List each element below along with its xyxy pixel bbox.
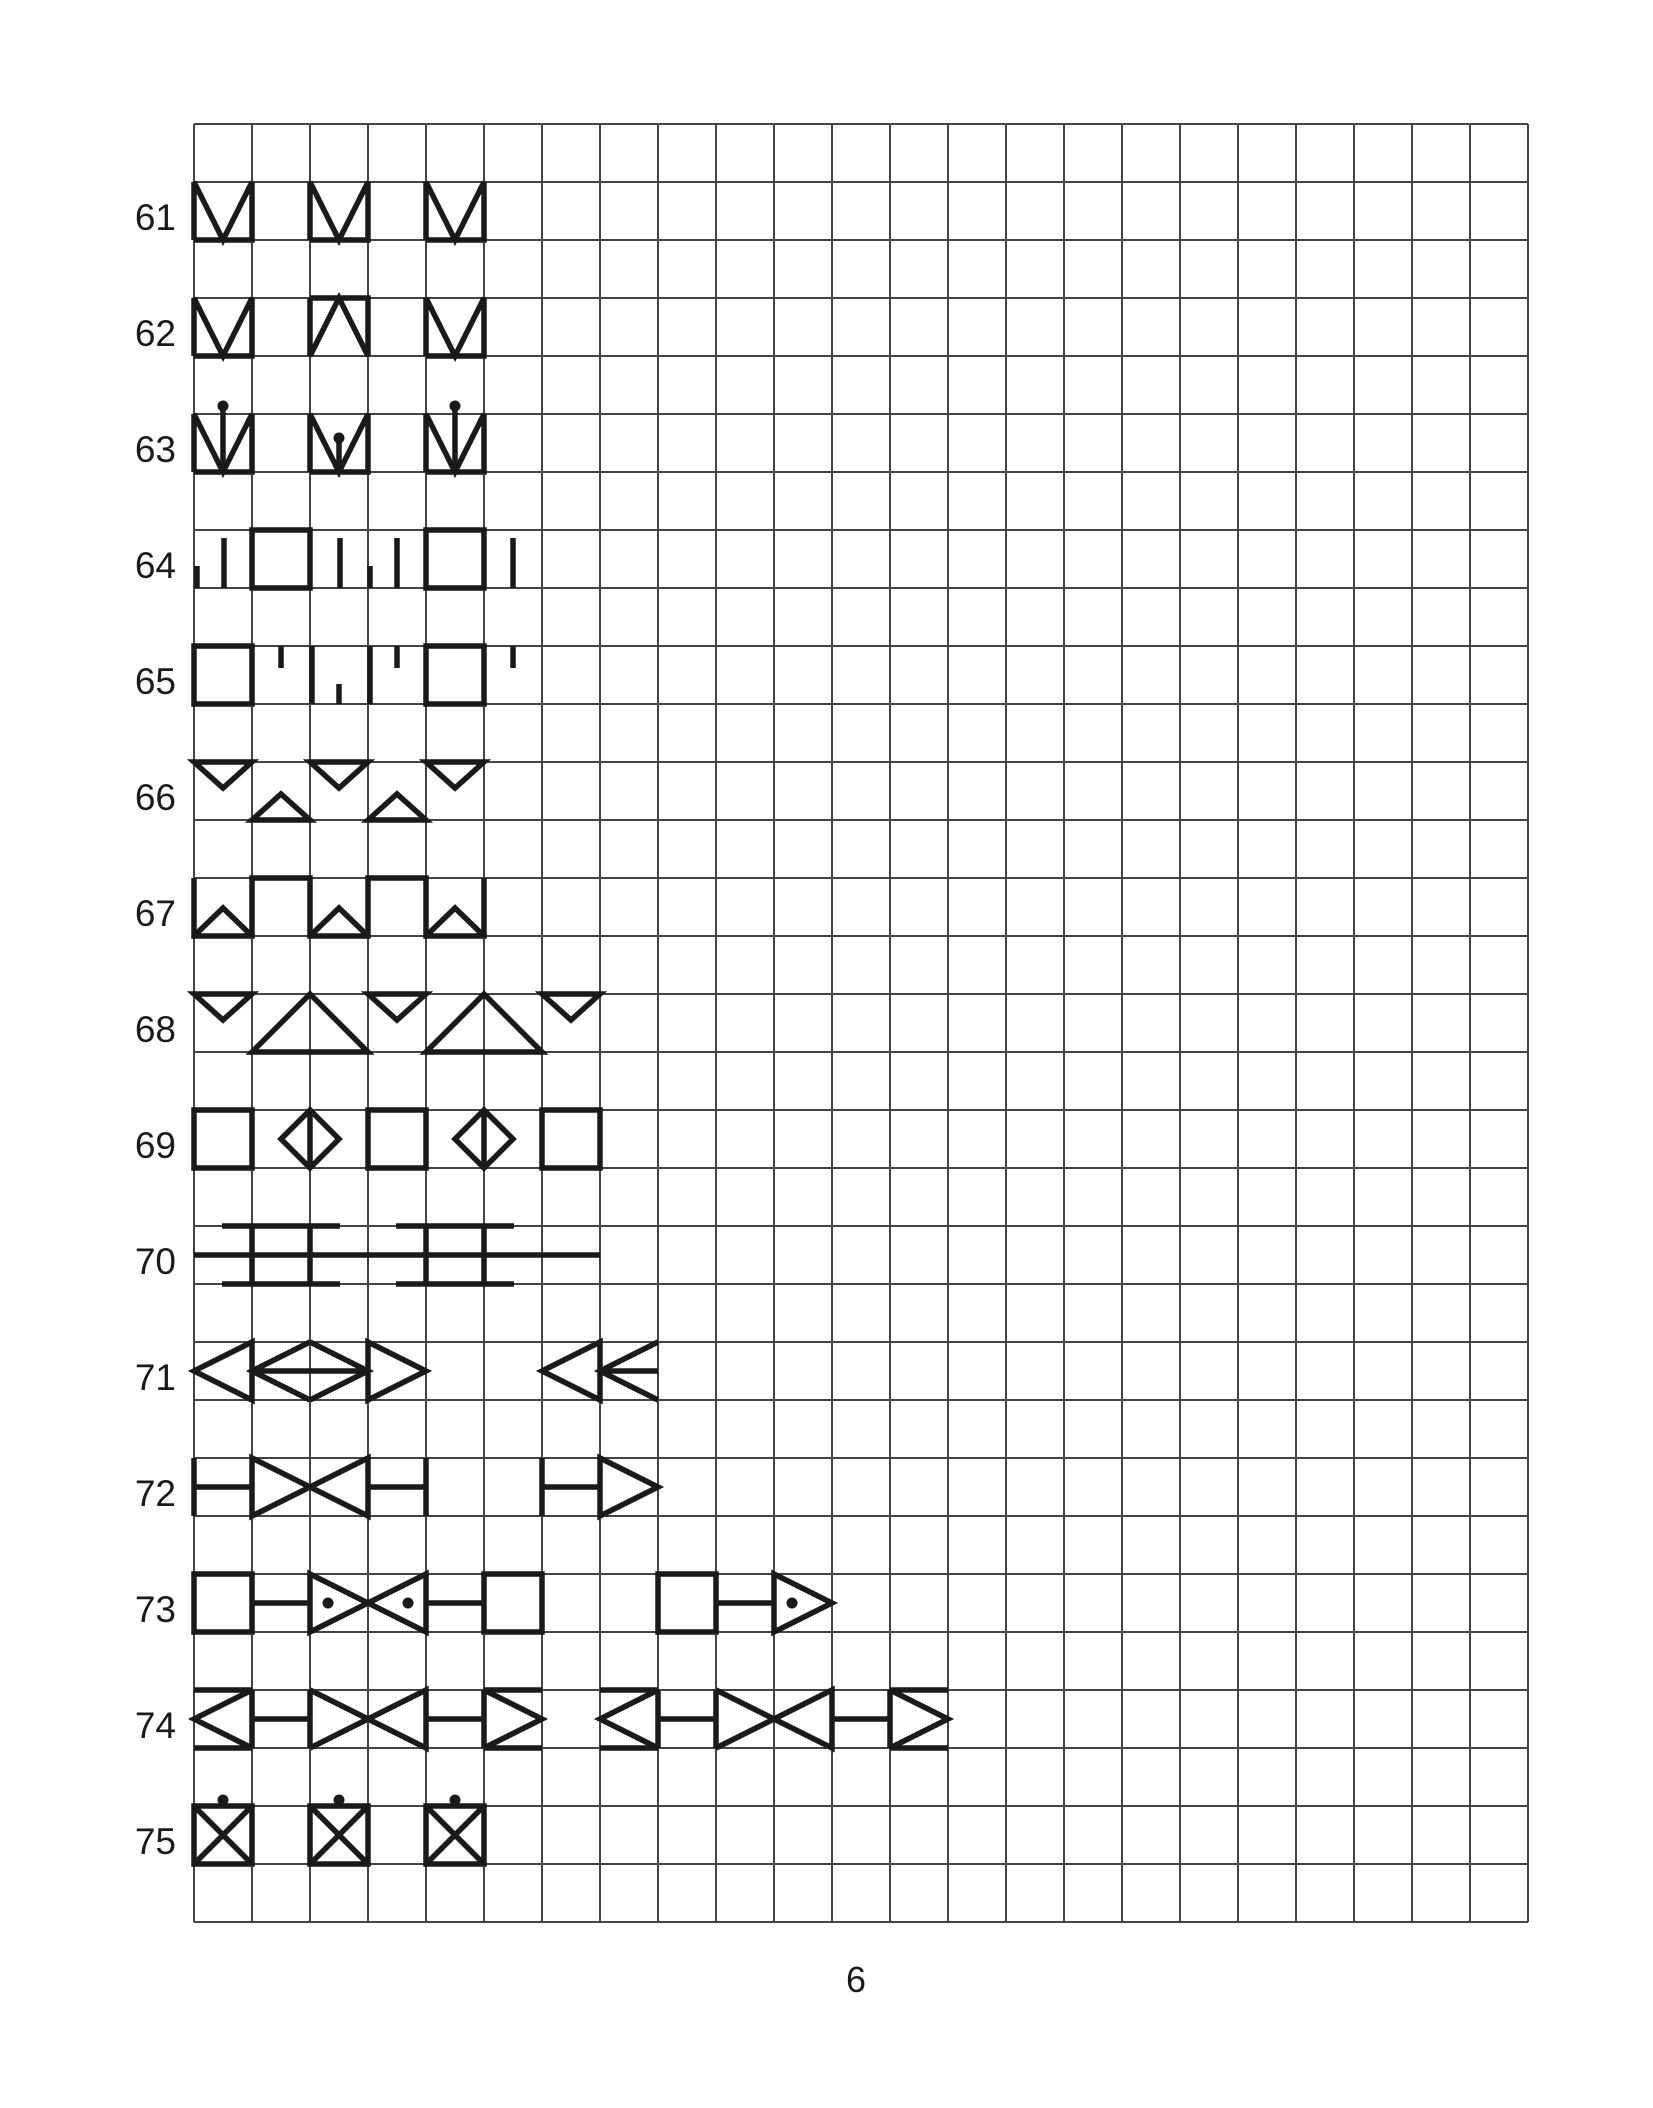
pattern-row-63	[194, 401, 484, 473]
row-label-74: 74	[134, 1705, 176, 1746]
patterns	[194, 182, 948, 1864]
pattern-row-75	[194, 1795, 484, 1865]
triangle-up	[252, 794, 310, 820]
m-shape	[194, 182, 252, 240]
row-label-62: 62	[134, 313, 176, 354]
triangle-left	[310, 1458, 368, 1516]
dot	[323, 1598, 334, 1609]
pattern-row-74	[194, 1690, 948, 1748]
triangle-right	[310, 1574, 368, 1632]
pattern-row-69	[194, 1110, 600, 1168]
triangle-right	[774, 1574, 832, 1632]
square	[252, 530, 310, 588]
square	[194, 1110, 252, 1168]
row-label-66: 66	[134, 777, 176, 818]
square	[426, 530, 484, 588]
dot	[334, 1795, 345, 1806]
row-label-72: 72	[134, 1473, 176, 1514]
m-shape	[426, 298, 484, 356]
square	[426, 646, 484, 704]
triangle-down	[194, 994, 252, 1020]
pattern-row-64	[197, 530, 513, 588]
pattern-row-66	[194, 762, 484, 820]
dot	[450, 1795, 461, 1806]
triangle-down	[542, 994, 600, 1020]
square	[542, 1110, 600, 1168]
dot	[787, 1598, 798, 1609]
bracket-left	[194, 1690, 252, 1748]
arrow-triangle-left	[542, 1342, 600, 1400]
dot	[450, 401, 461, 412]
triangle-left	[368, 1574, 426, 1632]
row-label-68: 68	[134, 1009, 176, 1050]
triangle-down	[310, 762, 368, 788]
m-shape	[194, 298, 252, 356]
pattern-row-65	[194, 646, 513, 704]
row-label-71: 71	[134, 1357, 176, 1398]
pattern-row-62	[194, 298, 484, 356]
bracket-left	[600, 1690, 658, 1748]
triangle-down	[194, 762, 252, 788]
row-label-61: 61	[134, 197, 176, 238]
dot	[403, 1598, 414, 1609]
row-label-67: 67	[134, 893, 176, 934]
pattern-row-67	[194, 878, 484, 936]
triangle-down	[426, 762, 484, 788]
row-label-63: 63	[134, 429, 176, 470]
page-number: 6	[845, 1959, 867, 2000]
pattern-row-61	[194, 182, 484, 240]
square	[368, 1110, 426, 1168]
pattern-row-72	[194, 1458, 658, 1516]
triangle-right	[252, 1458, 310, 1516]
bracket-right	[890, 1690, 948, 1748]
m-shape	[426, 182, 484, 240]
row-label-70: 70	[134, 1241, 176, 1282]
row-label-75: 75	[134, 1821, 176, 1862]
row-label-65: 65	[134, 661, 176, 702]
triangle-up	[368, 794, 426, 820]
dot	[334, 433, 345, 444]
dot	[218, 401, 229, 412]
row-label-69: 69	[134, 1125, 176, 1166]
bracket-right	[484, 1690, 542, 1748]
inner-triangle	[194, 908, 252, 936]
square	[194, 1574, 252, 1632]
square	[484, 1574, 542, 1632]
pattern-row-70	[194, 1226, 600, 1284]
drawing-grid	[194, 124, 1528, 1922]
m-shape	[310, 182, 368, 240]
row-label-64: 64	[134, 545, 176, 586]
inner-triangle	[426, 908, 484, 936]
dot	[218, 1795, 229, 1806]
row-labels	[135, 197, 176, 1862]
pattern-row-68	[194, 994, 600, 1052]
arrow-triangle-left	[194, 1342, 252, 1400]
w-shape	[310, 298, 368, 356]
square	[194, 646, 252, 704]
row-label-73: 73	[134, 1589, 176, 1630]
pattern-row-73	[194, 1574, 832, 1632]
triangle-right	[600, 1458, 658, 1516]
square	[658, 1574, 716, 1632]
inner-triangle	[310, 908, 368, 936]
arrow-triangle-right	[368, 1342, 426, 1400]
triangle-down	[368, 994, 426, 1020]
